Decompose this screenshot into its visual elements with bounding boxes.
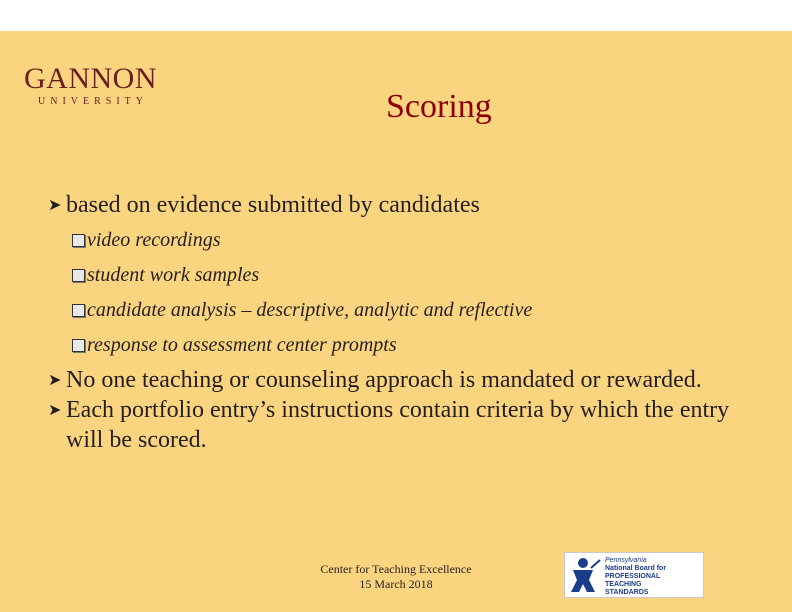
arrow-bullet-icon: ➤ <box>48 195 62 214</box>
bullet-text: based on evidence submitted by candidates <box>66 192 480 218</box>
bullet-text: Each portfolio entry’s instructions contain criteria by which the entry will be scored. <box>66 397 730 453</box>
gannon-logo <box>24 34 164 114</box>
arrow-bullet-icon: ➤ <box>48 400 62 419</box>
badge-text <box>605 557 666 597</box>
logo-name: GANNON <box>24 62 157 95</box>
sub-bullet-text: candidate analysis – descriptive, analytic and reflective <box>87 299 533 321</box>
sub-bullet-item <box>72 258 768 293</box>
arrow-bullet-icon: ➤ <box>48 370 62 389</box>
footer-date: 15 March 2018 <box>359 577 433 591</box>
top-white-band <box>0 0 792 31</box>
checkbox-bullet-icon <box>72 269 85 282</box>
badge-line: PROFESSIONAL <box>605 573 661 580</box>
sub-bullet-list <box>48 223 768 363</box>
bullet-item <box>48 395 768 455</box>
sub-bullet-item <box>72 223 768 258</box>
logo-subtitle: UNIVERSITY <box>38 96 148 107</box>
sub-bullet-text: response to assessment center prompts <box>87 334 397 356</box>
bullet-item <box>48 365 768 395</box>
sub-bullet-text: video recordings <box>87 229 221 251</box>
badge-state: Pennsylvania <box>605 557 647 564</box>
sub-bullet-item <box>72 328 768 363</box>
checkbox-bullet-icon <box>72 234 85 247</box>
sub-bullet-item <box>72 293 768 328</box>
footer-organization: Center for Teaching Excellence <box>320 562 472 576</box>
nbpts-logo-badge <box>564 552 704 598</box>
checkbox-bullet-icon <box>72 304 85 317</box>
badge-line: TEACHING <box>605 581 642 588</box>
badge-line: STANDARDS <box>605 589 649 596</box>
bullet-list <box>48 190 768 455</box>
slide-title: Scoring <box>386 88 492 125</box>
checkbox-bullet-icon <box>72 339 85 352</box>
sub-bullet-text: student work samples <box>87 264 260 286</box>
slide-footer <box>306 562 486 592</box>
badge-line: National Board for <box>605 565 667 572</box>
bullet-item <box>48 190 768 220</box>
bullet-text: No one teaching or counseling approach is mandated or rewarded. <box>66 367 702 393</box>
teacher-figure-icon <box>569 556 601 594</box>
